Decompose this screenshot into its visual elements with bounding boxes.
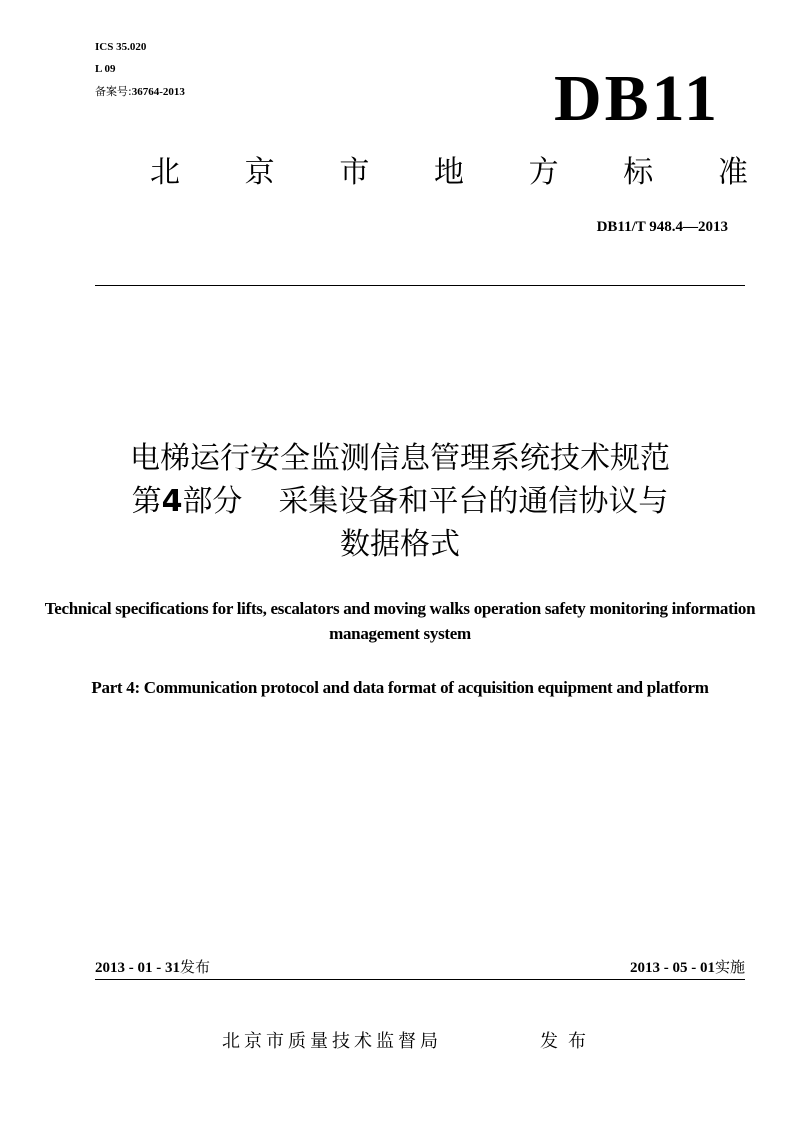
title-part-number: 4: [161, 484, 183, 519]
implementation-date-value: 2013 - 05 - 01: [629, 960, 715, 976]
standard-type-char: 方: [528, 155, 559, 190]
publisher-action: 发布: [540, 1031, 596, 1052]
standard-type-char: 北: [150, 155, 180, 190]
title-chinese-line-3: 数据格式: [340, 527, 460, 562]
record-number-value: 36764-2013: [131, 86, 185, 98]
title-part-name: 采集设备和平台的通信协议与: [278, 484, 669, 519]
issue-date: [95, 960, 210, 976]
standard-type-char: 市: [339, 155, 370, 190]
standard-code: DB11: [553, 62, 720, 135]
standard-type: [150, 155, 748, 190]
issue-date-value: 2013 - 01 - 31: [95, 960, 180, 976]
bottom-divider: [95, 979, 745, 980]
title-english-part: Part 4: Communication protocol and data format of acquisition equipment and platform: [91, 678, 709, 697]
publisher-name: 北京市质量技术监督局: [222, 1031, 442, 1052]
implementation-date-label: 实施: [714, 958, 745, 976]
title-english: Technical specifications for lifts, escalators and moving walks operation safety monitoring information management system: [44, 599, 756, 643]
title-part-label: 部分: [182, 484, 243, 519]
title-chinese: [40, 437, 760, 566]
ics-code: ICS 35.020: [95, 41, 147, 53]
standard-type-char: 标: [623, 155, 654, 190]
classification-code: L 09: [95, 63, 116, 75]
implementation-date: [630, 960, 745, 976]
title-part-prefix: 第: [131, 484, 162, 519]
standard-type-char: 地: [433, 155, 464, 190]
standard-type-char: 京: [244, 155, 275, 190]
title-chinese-line-1: 电梯运行安全监测信息管理系统技术规范: [130, 441, 670, 476]
record-number-label: 备案号:: [95, 85, 132, 98]
title-chinese-line-2: [40, 480, 760, 523]
standard-number: DB11/T 948.4—2013: [596, 219, 728, 235]
standard-type-char: 准: [717, 155, 748, 190]
record-number: [95, 86, 185, 98]
issue-date-label: 发布: [180, 958, 211, 976]
top-divider: [95, 285, 745, 286]
